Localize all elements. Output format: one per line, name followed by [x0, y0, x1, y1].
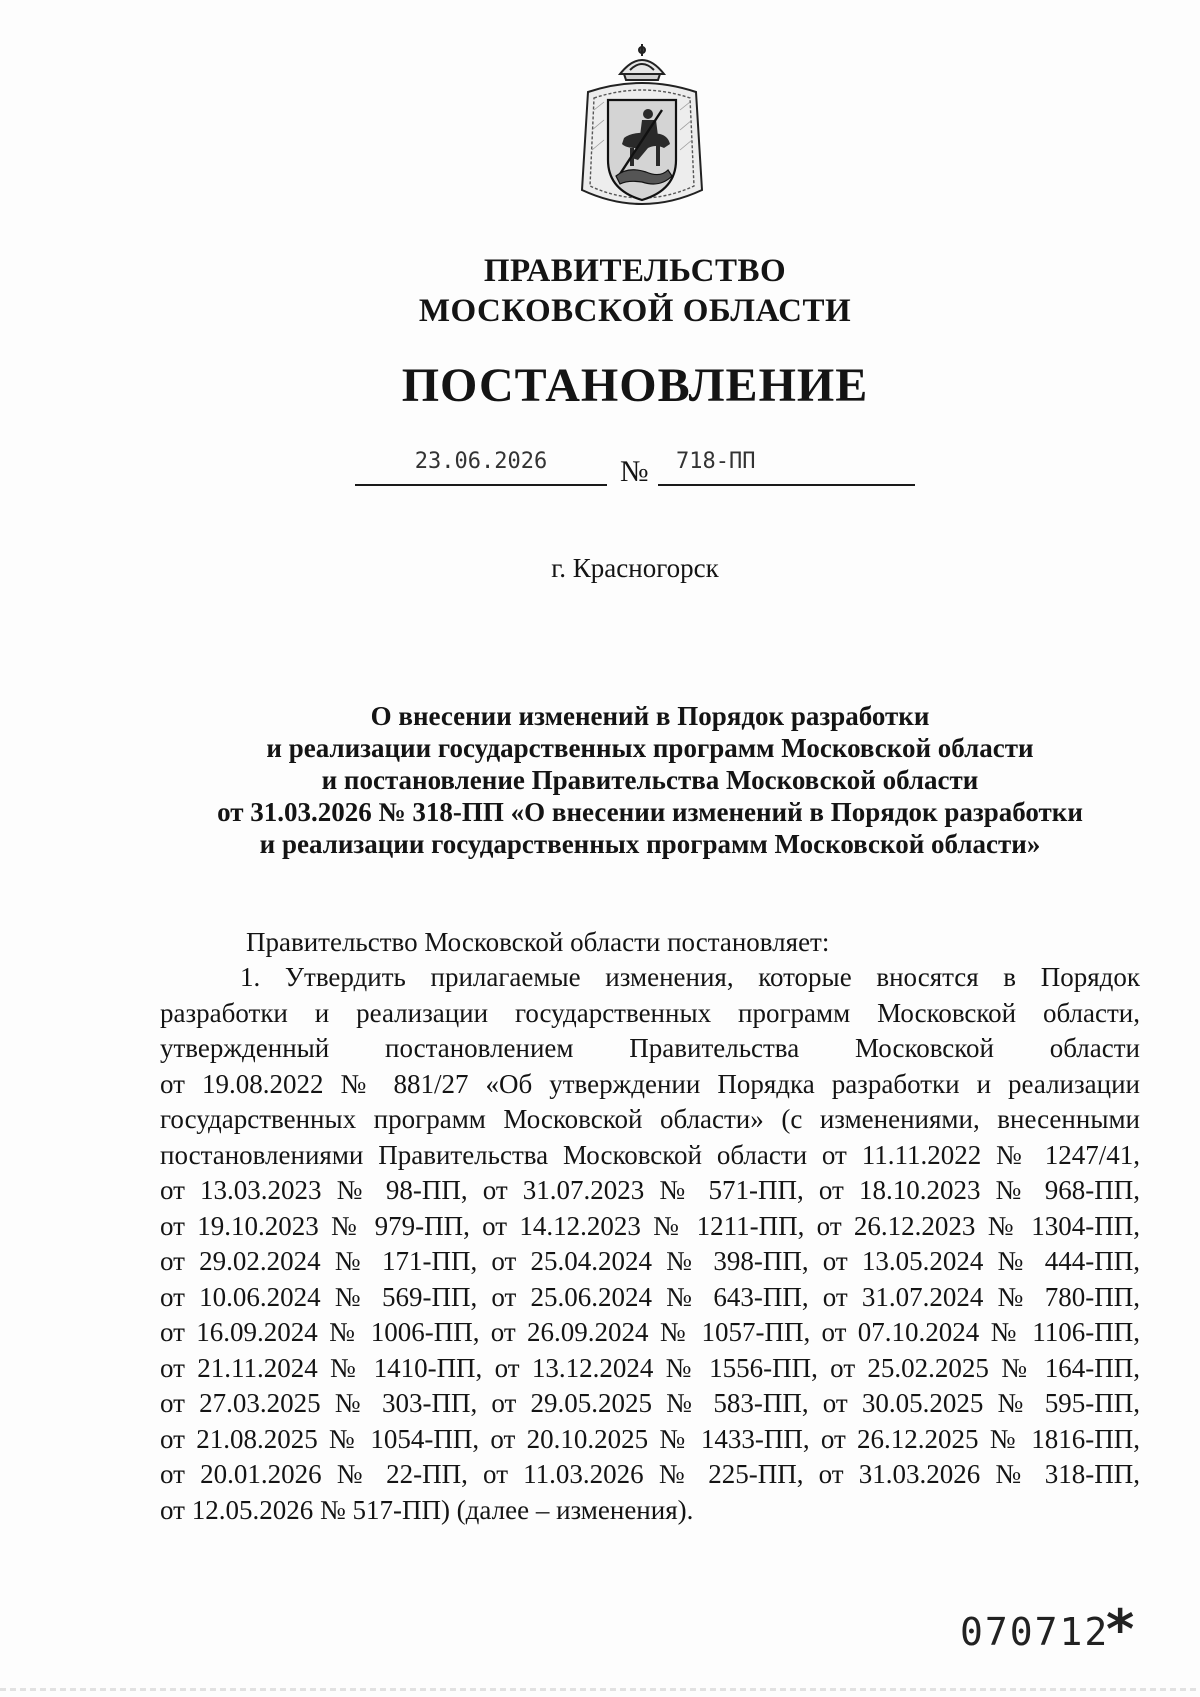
body-line: от 12.05.2026 № 517-ПП) (далее – изменения).	[160, 1494, 694, 1525]
body-line: от 20.01.2026 № 22-ПП, от 11.03.2026 № 225-ПП, от 31.03.2026 № 318-ПП,	[160, 1459, 1140, 1489]
body-line: государственных программ Московской области» (с изменениями, внесенными	[160, 1104, 1140, 1134]
body-line: утвержденный постановлением Правительства Московской области	[160, 1033, 1140, 1063]
date-underline	[355, 484, 607, 486]
body-line: постановлениями Правительства Московской области от 11.11.2022 № 1247/41,	[160, 1139, 1140, 1170]
body-line: от 27.03.2025 № 303-ПП, от 29.05.2025 № 583-ПП, от 30.05.2025 № 595-ПП,	[160, 1388, 1140, 1418]
resolution-body	[160, 960, 1140, 1528]
document-type: ПОСТАНОВЛЕНИЕ	[401, 359, 869, 412]
organization-name-line1: ПРАВИТЕЛЬСТВО	[483, 253, 787, 289]
registration-date: 23.06.2026	[414, 449, 548, 474]
body-line: от 21.11.2024 № 1410-ПП, от 13.12.2024 № 1556-ПП, от 25.02.2025 № 164-ПП,	[160, 1352, 1140, 1383]
body-line: от 29.02.2024 № 171-ПП, от 25.04.2024 № 398-ПП, от 13.05.2024 № 444-ПП,	[160, 1246, 1140, 1276]
document-serial-number: 070712	[960, 1610, 1110, 1654]
asterisk-mark: *	[1106, 1598, 1135, 1661]
title-line: от 31.03.2026 № 318-ПП «О внесении изменений в Порядок разработки	[217, 797, 1083, 827]
body-line: от 21.08.2025 № 1054-ПП, от 20.10.2025 № 1433-ПП, от 26.12.2025 № 1816-ПП,	[160, 1423, 1140, 1454]
scan-edge-artifact	[0, 1688, 1200, 1691]
body-line: от 10.06.2024 № 569-ПП, от 25.06.2024 № 643-ПП, от 31.07.2024 № 780-ПП,	[160, 1281, 1140, 1312]
organization-name-line2: МОСКОВСКОЙ ОБЛАСТИ	[418, 293, 852, 329]
number-sign: №	[620, 455, 649, 488]
document-title	[150, 700, 1150, 860]
city-name: г. Красногорск	[551, 553, 719, 583]
body-line: 1. Утвердить прилагаемые изменения, которые вносятся в Порядок	[240, 962, 1140, 992]
body-line: разработки и реализации государственных программ Московской области,	[160, 997, 1140, 1028]
moscow-oblast-coat-of-arms-icon	[568, 40, 716, 218]
number-underline	[658, 484, 915, 486]
title-line: и постановление Правительства Московской области	[321, 765, 979, 795]
body-line: от 16.09.2024 № 1006-ПП, от 26.09.2024 № 1057-ПП, от 07.10.2024 № 1106-ПП,	[160, 1317, 1140, 1347]
body-line: от 13.03.2023 № 98-ПП, от 31.07.2023 № 571-ПП, от 18.10.2023 № 968-ПП,	[160, 1175, 1140, 1205]
title-line: и реализации государственных программ Московской области»	[259, 829, 1041, 859]
title-line: О внесении изменений в Порядок разработки	[370, 701, 930, 731]
title-line: и реализации государственных программ Московской области	[266, 733, 1034, 763]
body-line: от 19.10.2023 № 979-ПП, от 14.12.2023 № 1211-ПП, от 26.12.2023 № 1304-ПП,	[160, 1210, 1140, 1241]
resolution-intro: Правительство Московской области постановляет:	[246, 927, 830, 957]
registration-number: 718-ПП	[676, 449, 756, 474]
body-line: от 19.08.2022 № 881/27 «Об утверждении Порядка разработки и реализации	[160, 1068, 1140, 1099]
